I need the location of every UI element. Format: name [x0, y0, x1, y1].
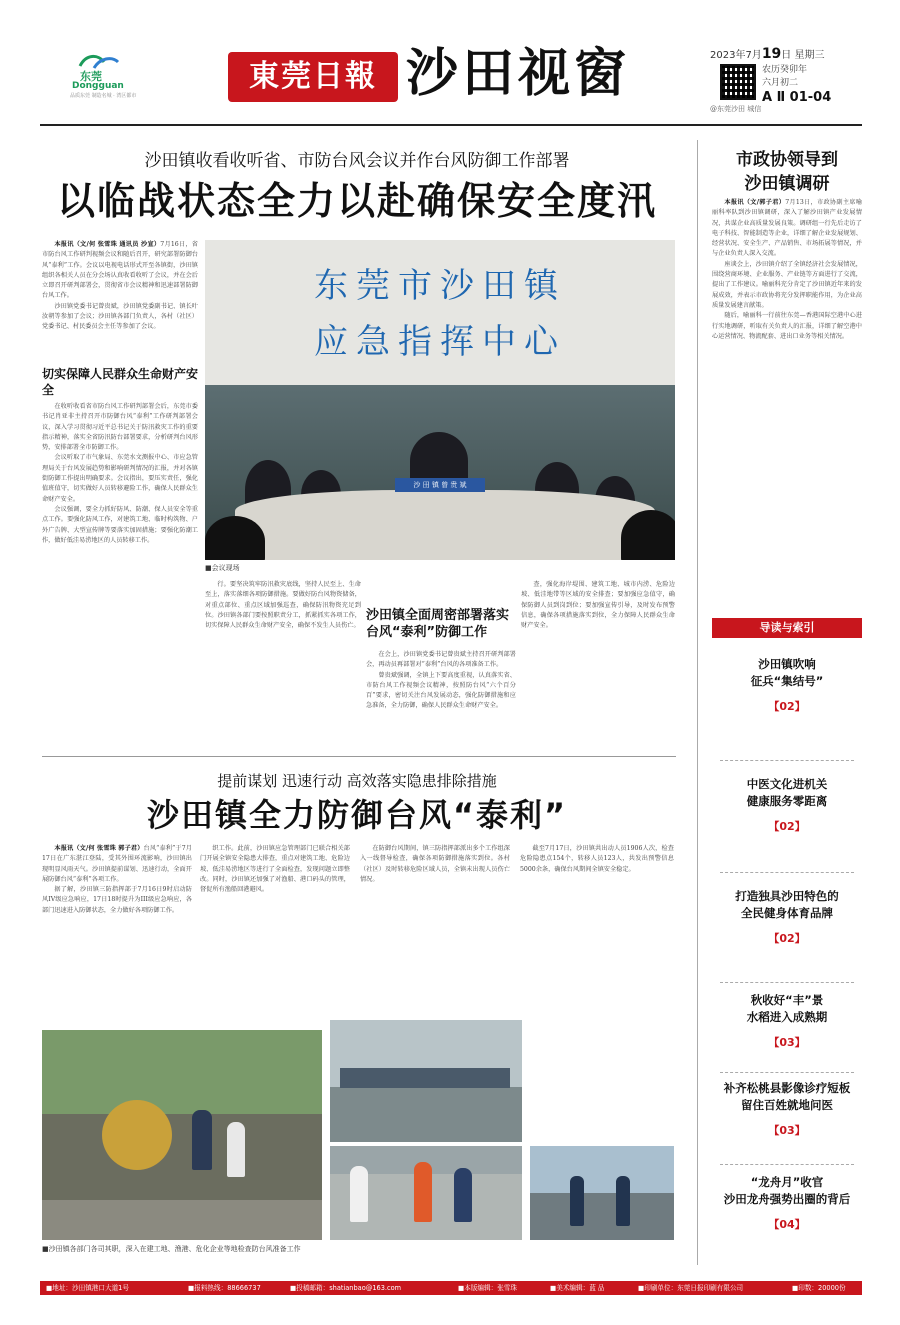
index-title-line2: 留住百姓就地问医	[741, 1098, 833, 1112]
index-page-ref: 【04】	[768, 1218, 806, 1231]
fishing-port-photo	[330, 1020, 522, 1142]
harbour-water	[330, 1088, 522, 1142]
index-title-line1: “龙舟月”收官	[750, 1175, 824, 1189]
inspector-figure	[454, 1168, 472, 1222]
story1-subarticle-headline: 沙田镇全面周密部署落实台风“泰利”防御工作	[366, 608, 510, 640]
story1-col4-text: 查，强化海岸堤围、建筑工地、城市内涝、危险边坡、低洼地带等区域的安全排查；要加强应急值守，确保防御人员到岗到位；要加强宣传引导，及时发布预警信息，确保各项措施落实到位，全力保障人民群众生命财产安全。	[521, 581, 675, 630]
footer-editor: ■本版编辑：张雪珠	[458, 1284, 517, 1292]
sidebar-body1: 7月13日，市政协副主席喻丽科率队到沙田镇调研，深入了解沙田镇产业发展情况，共谋企业高质量发展良策。调研组一行先后走访了电子科技、智能制造等企业，详细了解企业发展规划、经营状况、安全生产、产品销售、市场拓展等情况，并与企业负责人深入交流。	[712, 199, 862, 258]
story1-column-4	[521, 580, 675, 748]
waterfront-inspection-photo	[530, 1146, 674, 1240]
story2-column-2	[200, 844, 350, 994]
worksite-photo	[42, 1030, 322, 1240]
worker-figure	[227, 1122, 245, 1177]
column-divider	[697, 140, 698, 1265]
photo1-caption: ■会议现场	[205, 564, 240, 572]
story1-col3-text: 在会上，沙田镇党委书记曾贵斌主持召开研判部署会，再动员再部署对“泰利”台风的各项准备工作。	[366, 651, 516, 669]
photo2-caption: ■沙田镇各部门各司其职，深入在建工地、渔港、危化企业等地检查防台风准备工作	[42, 1245, 301, 1253]
index-item[interactable]	[712, 656, 862, 714]
masthead-rule	[40, 124, 862, 126]
inspector-figure	[616, 1176, 630, 1226]
sidebar-headline-line1: 市政协领导到	[736, 150, 838, 170]
index-title-line2: 健康服务零距离	[746, 794, 828, 808]
story1-headline: 以临战状态全力以赴确保安全度汛	[56, 179, 657, 223]
index-title-line2: 全民健身体育品牌	[741, 906, 833, 920]
sidebar-body3: 随后，喻丽科一行前往东莞—香港国际空港中心进行实地调研，听取有关负责人的汇报，详细了解空港中心运营情况、物流配套、进出口业务等相关情况。	[712, 312, 862, 340]
index-page-ref: 【02】	[768, 932, 806, 945]
story1-col3b-text: 曾贵斌强调，全镇上下要高度重视，认真落实省、市防台风工作视频会议精神，按照防台风“六个百分百”要求，密切关注台风发展动态，强化防御措施和应急准备，全力防御，确保人民群众生命财产安全。	[366, 671, 516, 710]
city-slogan: 品质东莞 制造名城 · 湾区都市	[70, 93, 137, 99]
story1-para3: 在收听收看省市防台风工作研判部署会后，东莞市委书记肖亚非主持召开市防御台风“泰利”工作研判部署会议，深入学习贯彻习近平总书记关于防汛救灾工作的重要指示精神，落实全省防汛防台部署要求，分析研判台风形势，安排部署全市防御工作。	[42, 403, 198, 452]
story1-subhead: 切实保障人民群众生命财产安全	[42, 367, 199, 397]
footer-designer: ■美术编辑：蓝 品	[550, 1284, 605, 1292]
story1-col2-text: 行。要坚决筑牢防汛救灾底线，坚持人民至上、生命至上，落实落细各项防御措施。要做好防台风物资储备，对重点部位、重点区域加强巡查，确保防汛物资充足到位。沙田镇各部门要按照职责分工，抓紧抓实各项工作，切实保障人民群众生命财产安全，确保不发生人员伤亡。	[205, 581, 361, 630]
date-block	[710, 46, 860, 113]
sidebar-headline-line2: 沙田镇调研	[744, 174, 830, 194]
story2-col3-text: 在防御台风期间，镇三防指挥部派出多个工作组深入一线督导检查，确保各项防御措施落实到位。各村（社区）及时转移危险区域人员，全镇未出现人员伤亡情况。	[360, 845, 510, 883]
footer-address: ■地址：沙田镇港口大道1号	[46, 1284, 129, 1292]
footer-copies: ■印数：20000份	[792, 1284, 846, 1292]
story1-para4: 会议听取了市气象局、东莞水文测报中心、市应急管理局关于台风发展趋势和影响研判情况的汇报，并对各镇街防御工作提出明确要求。会议指出，要压实责任，强化值班值守，切实做好人员转移避险工作，确保人民群众生命财产安全。	[42, 454, 198, 503]
index-separator	[720, 1072, 854, 1073]
lunar-date	[762, 64, 807, 90]
index-title-line2: 水稻进入成熟期	[746, 1010, 828, 1024]
inspector-figure	[414, 1162, 432, 1222]
story2-col1b-text: 据了解，沙田镇三防指挥部于7月16日9时启动防风IV级应急响应，17日18时提升为III级应急响应，各部门迅速进入防御状态，全力做好各项防御工作。	[42, 886, 192, 914]
index-title-line2: 征兵“集结号”	[750, 674, 824, 688]
story1-para1: 7月16日，省市防台风工作研判视频会议和随后召开，研究部署防御台风“泰利”工作。会议以电视电话形式开至各镇街，沙田镇组织各相关人员在分会场认真收看收听了会议，并在会后立即召开研判部署会，贯彻省市会议精神和迅速部署防御台风工作。	[42, 241, 198, 300]
nameplate: 沙 田 镇 曾 贵 斌	[395, 478, 485, 492]
story1-column-3	[366, 650, 516, 745]
meeting-photo	[205, 240, 675, 560]
story2-headline: 沙田镇全力防御台风“泰利”	[146, 796, 568, 834]
story1-column-2	[205, 580, 361, 730]
foreground-attendee-figure	[621, 510, 675, 560]
story2-column-1	[42, 844, 192, 1029]
wall-sign-line1: 东莞市沙田镇	[314, 266, 566, 306]
lunar-year: 农历癸卯年	[762, 65, 808, 75]
story2-kicker: 提前谋划 迅速行动 高效落实隐患排除措施	[217, 772, 497, 790]
index-item[interactable]	[712, 1080, 862, 1138]
wall-sign-line2: 应急指挥中心	[314, 322, 566, 362]
meeting-table	[235, 490, 655, 560]
edition-title: 沙田视窗	[406, 44, 631, 104]
road-surface	[42, 1200, 322, 1240]
index-title-line1: 补齐松桃县影像诊疗短板	[723, 1081, 851, 1095]
index-title-line1: 打造独具沙田特色的	[735, 889, 839, 903]
footer-email: ■投稿邮箱：shatianbao@163.com	[290, 1284, 402, 1292]
lunar-day: 六月初二	[762, 78, 799, 88]
masthead	[0, 0, 900, 125]
index-page-ref: 【02】	[768, 820, 806, 833]
index-page-ref: 【02】	[768, 700, 806, 713]
sidebar-body2: 座谈会上，沙田镇介绍了全镇经济社会发展情况，围绕营商环境、企业服务、产业链等方面进行了交流，提出了工作建议。喻丽科充分肯定了沙田镇近年来的发展成效，并表示市政协将充分发挥职能作用，为企业高质量发展建言献策。	[712, 260, 862, 309]
foreground-attendee-figure	[205, 516, 265, 560]
index-separator	[720, 1164, 854, 1165]
inspector-figure	[570, 1176, 584, 1226]
index-item[interactable]	[712, 888, 862, 946]
city-logo-cn: 东莞	[80, 70, 102, 83]
story1-byline: 本报讯（文/何 张雪珠 通讯员 沙宣）	[54, 241, 161, 248]
city-logo-en: Dongguan	[72, 81, 124, 91]
footer-hotline: ■报料热线：88666737	[188, 1284, 261, 1292]
date-prefix: 2023年7月	[710, 50, 762, 61]
story1-column-1b	[42, 402, 198, 580]
worker-figure	[192, 1110, 212, 1170]
index-separator	[720, 982, 854, 983]
story2-col1-text: 台风“泰利”于7月17日在广东湛江登陆，受其外围环流影响，沙田镇出现明显风雨天气。沙田镇提前谋划、迅速行动，全面开展防御台风“泰利”各项工作。	[42, 845, 192, 883]
index-title-line1: 秋收好“丰”景	[750, 993, 824, 1007]
story2-col4-text: 截至7月17日，沙田镇共出动人员1906人次，检查危险隐患点154个，转移人员123人，共发出预警信息5000余条，确保台风期间全镇安全稳定。	[520, 845, 674, 873]
footer-printer: ■印刷单位：东莞日报印刷有限公司	[638, 1284, 744, 1292]
dongguan-city-logo	[66, 52, 137, 99]
date-day: 19	[761, 46, 782, 62]
index-item[interactable]	[712, 776, 862, 834]
story2-col2-text: 织工作。此前，沙田镇应急管理部门已联合相关部门开展全镇安全隐患大排查，重点对建筑工地、危险边坡、低洼易涝地区等进行了全面检查，发现问题立即整改。同时，沙田镇还加强了对渔船、港口码头的管理，督促所有渔船回港避风。	[200, 845, 350, 894]
wechat-note: @东莞沙田 城信	[710, 105, 762, 113]
index-separator	[720, 872, 854, 873]
qr-code-icon	[720, 64, 756, 100]
issue-date	[710, 46, 860, 62]
index-page-ref: 【03】	[768, 1036, 806, 1049]
sidebar-byline: 本报讯（文/郭子君）	[724, 199, 786, 206]
moored-boats	[340, 1068, 510, 1088]
footer-bar	[40, 1281, 862, 1295]
story2-column-4	[520, 844, 674, 994]
newspaper-name-logo: 東莞日報	[228, 52, 398, 102]
sidebar-headline	[712, 148, 862, 196]
story1-para5: 会议强调，要全力抓好防风、防潮、保人员安全等重点工作。要强化防风工作，对建筑工地、临时构筑物、户外广告牌、大型宣传牌等要落实加固措施；要强化防潮工作，做好低洼易涝地区的人员转移工作。	[42, 505, 198, 544]
story1-para2: 沙田镇党委书记曾贵斌，沙田镇党委副书记、镇长叶汝朝等参加了会议；沙田镇各部门负责人，各村（社区）党委书记、村民委员会主任等参加了会议。	[42, 302, 198, 331]
inspector-figure	[350, 1166, 368, 1222]
story1-kicker: 沙田镇收看收听省、市防台风会议并作台风防御工作部署	[144, 151, 570, 171]
index-page-ref: 【03】	[768, 1124, 806, 1137]
equipment-shape	[102, 1100, 172, 1170]
inspection-photo	[330, 1146, 522, 1240]
story2-column-3	[360, 844, 510, 994]
index-separator	[720, 760, 854, 761]
story-divider	[42, 756, 676, 757]
index-title-line2: 沙田龙舟强势出圈的背后	[723, 1192, 851, 1206]
index-item[interactable]	[712, 1174, 862, 1232]
sidebar-article-body	[712, 198, 862, 603]
index-title-line1: 沙田镇吹响	[758, 657, 816, 671]
date-suffix: 日 星期三	[781, 50, 825, 61]
index-item[interactable]	[712, 992, 862, 1050]
index-title-line1: 中医文化进机关	[746, 777, 828, 791]
page-range: A Ⅱ 01-04	[762, 90, 832, 105]
index-header: 导读与索引	[712, 618, 862, 638]
story2-byline: 本报讯（文/何 张雪珠 郭子君）	[54, 845, 144, 852]
